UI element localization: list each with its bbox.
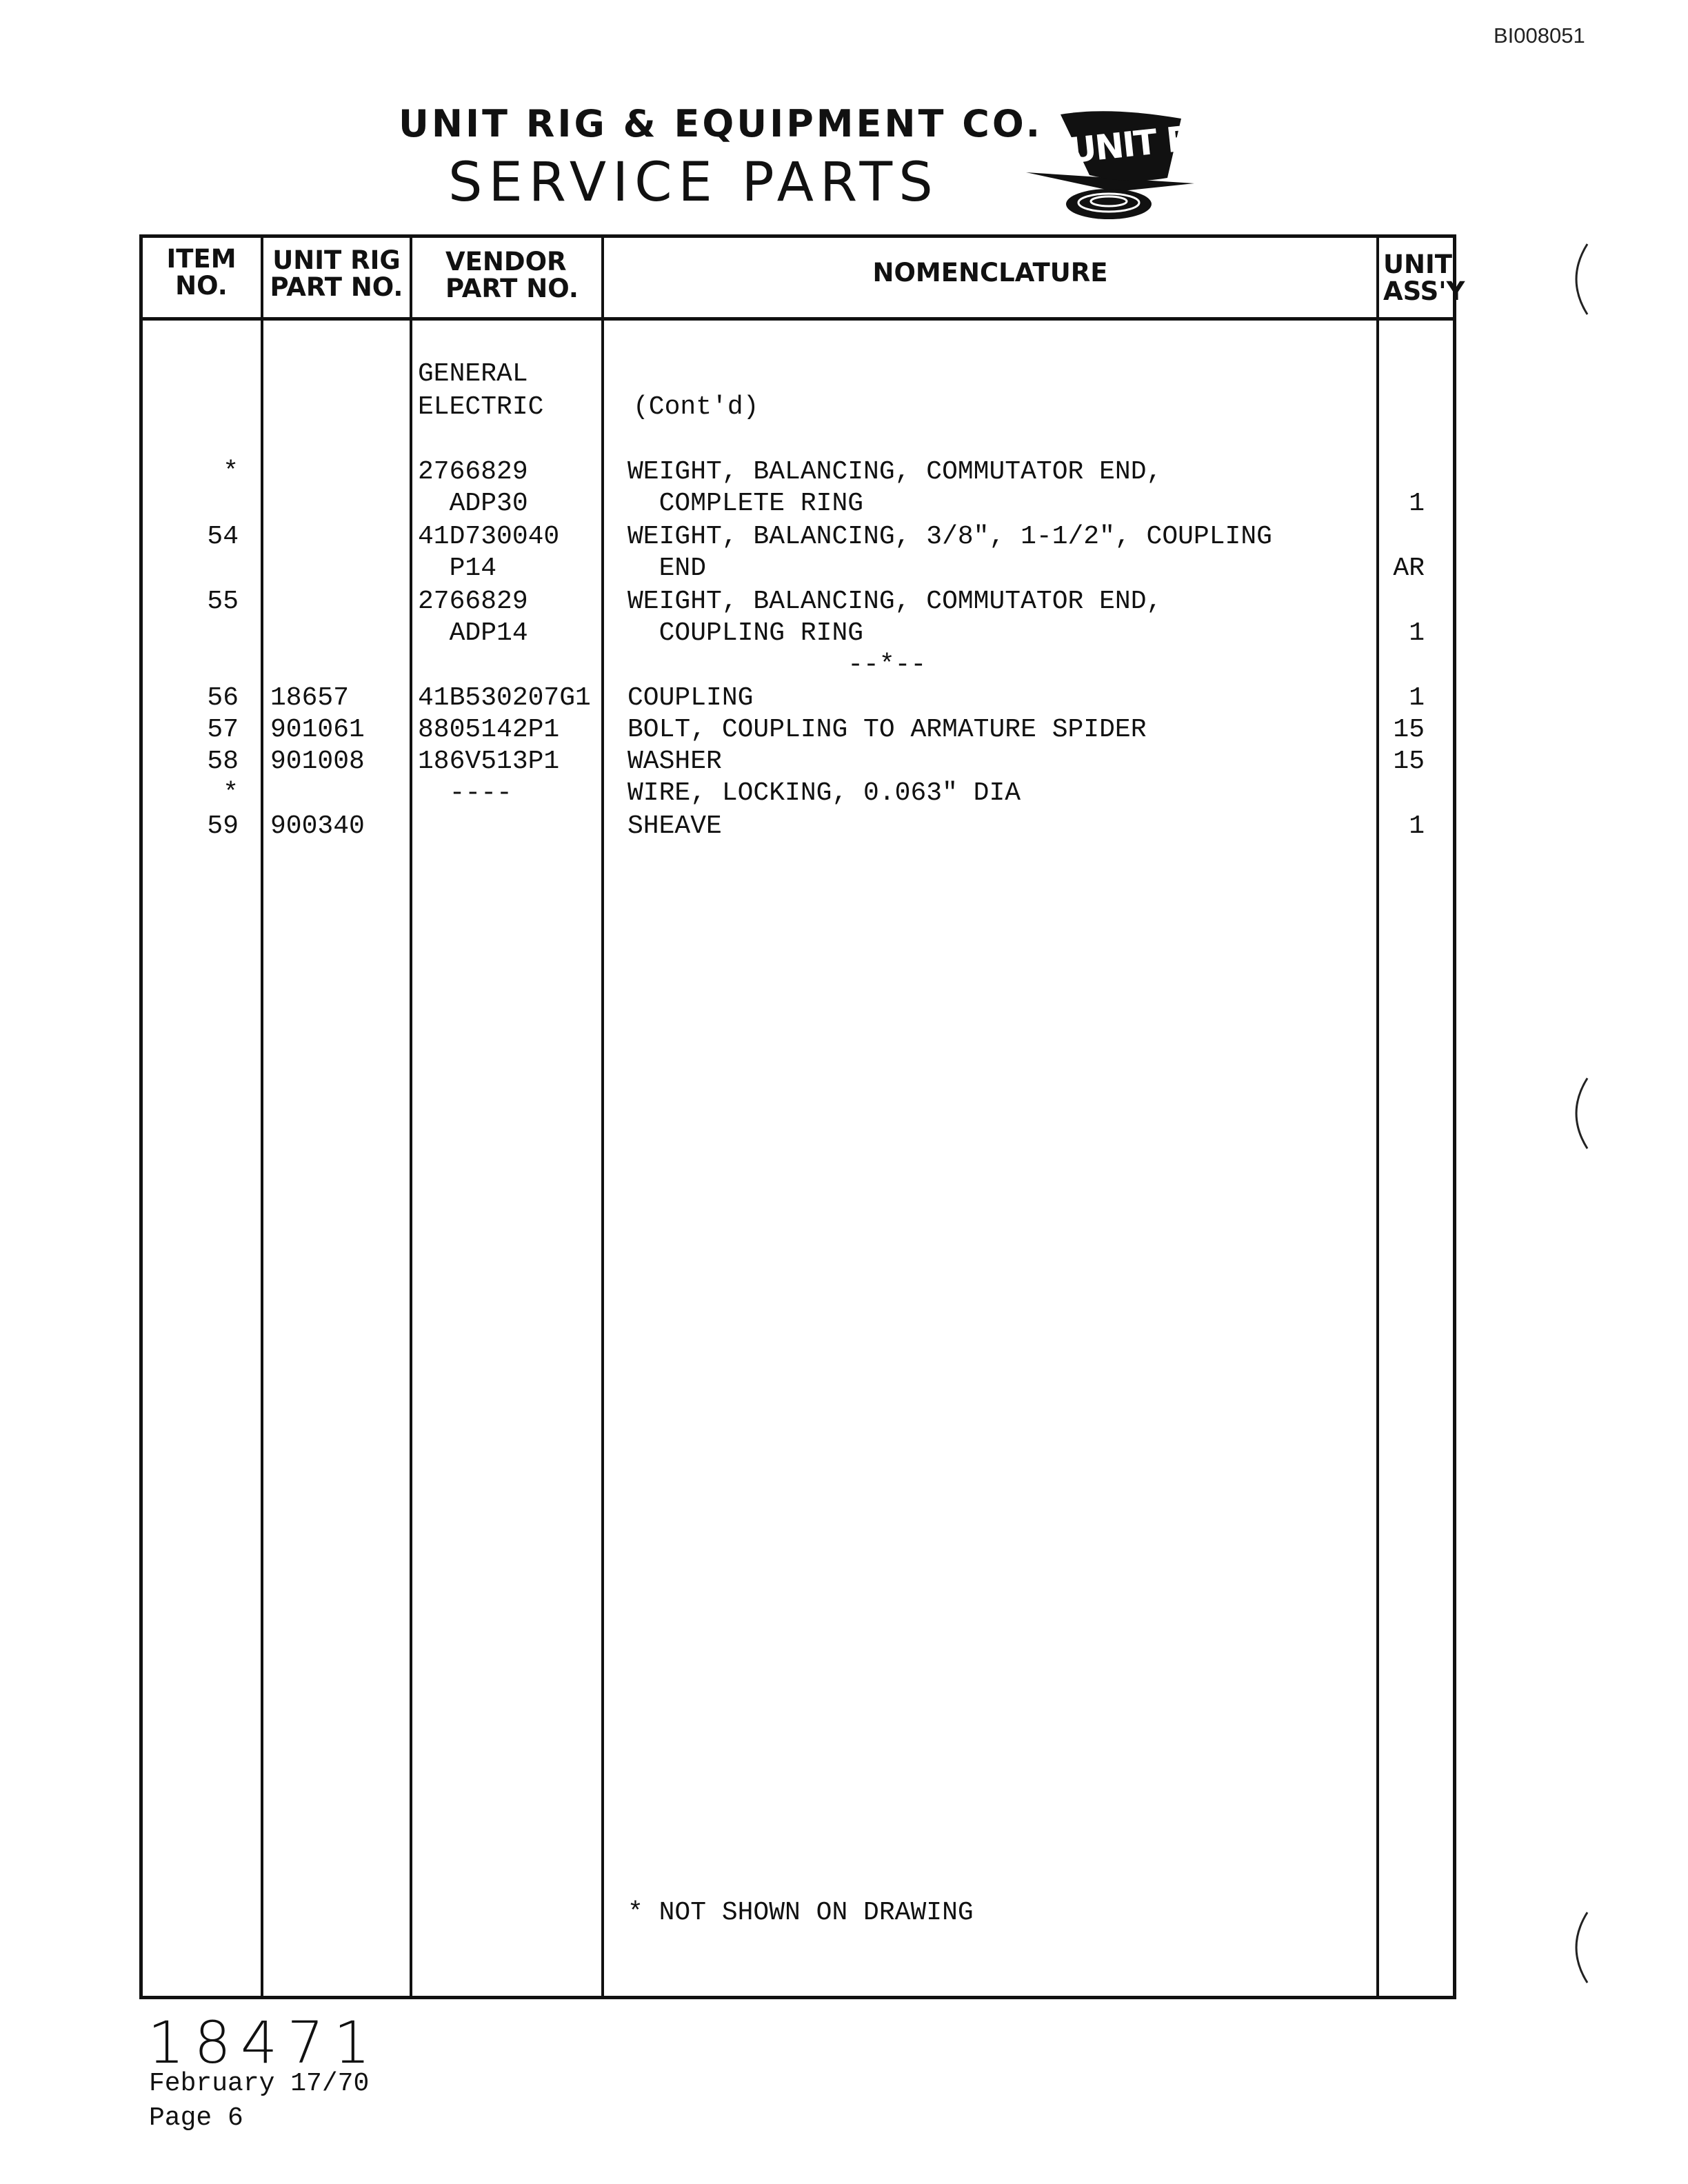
column-header-vendor-part: VENDOR PART NO. [445, 247, 579, 303]
vendor-heading-line-2: ELECTRIC [418, 392, 544, 422]
row-qty: 1 [1409, 683, 1425, 713]
row-item: * [223, 778, 239, 808]
row-item: 56 [207, 683, 239, 713]
column-header-unit-assy: UNIT ASS'Y [1383, 250, 1465, 306]
row-desc: BOLT, COUPLING TO ARMATURE SPIDER [627, 715, 1147, 745]
row-item: 55 [207, 587, 239, 616]
row-desc: WEIGHT, BALANCING, COMMUTATOR END, [627, 587, 1163, 616]
row-qty: 1 [1409, 489, 1425, 518]
row-desc: WEIGHT, BALANCING, COMMUTATOR END, [627, 457, 1163, 487]
row-qty: AR [1393, 554, 1425, 583]
row-item: 54 [207, 522, 239, 552]
row-vendor: ADP30 [418, 489, 528, 518]
column-divider [410, 234, 412, 1999]
row-qty: 1 [1409, 618, 1425, 648]
unit-rig-logo [1026, 109, 1232, 223]
row-desc: SHEAVE [627, 811, 722, 841]
page-number: Page 6 [149, 2103, 243, 2133]
company-name: UNIT RIG & EQUIPMENT CO. [399, 102, 1043, 145]
row-vendor: ADP14 [418, 618, 528, 648]
binder-hole-icon [1564, 241, 1591, 317]
footnote: * NOT SHOWN ON DRAWING [627, 1898, 974, 1928]
row-qty: 15 [1393, 747, 1425, 776]
binder-hole-icon [1564, 1910, 1591, 1985]
row-vendor: 8805142P1 [418, 715, 560, 745]
row-vendor: P14 [418, 554, 497, 583]
row-unit-rig: 901061 [270, 715, 365, 745]
row-vendor: 186V513P1 [418, 747, 560, 776]
row-item: 57 [207, 715, 239, 745]
column-divider [261, 234, 263, 1999]
row-unit-rig: 901008 [270, 747, 365, 776]
row-item: 59 [207, 811, 239, 841]
logo-text: UNIT RIG [1066, 114, 1232, 171]
row-desc: WASHER [627, 747, 722, 776]
row-vendor: 41D730040 [418, 522, 560, 552]
row-desc: COMPLETE RING [627, 489, 864, 518]
row-vendor: 2766829 [418, 587, 528, 616]
vendor-heading-line-1: GENERAL [418, 359, 528, 389]
row-desc: WIRE, LOCKING, 0.063" DIA [627, 778, 1021, 808]
document-id: BI008051 [1494, 23, 1585, 48]
page-title: SERVICE PARTS [448, 152, 939, 214]
row-qty: 1 [1409, 811, 1425, 841]
row-desc: WEIGHT, BALANCING, 3/8", 1-1/2", COUPLING [627, 522, 1272, 552]
column-header-item: ITEM NO. [166, 244, 237, 301]
row-vendor: ---- [418, 778, 512, 808]
row-unit-rig: 900340 [270, 811, 365, 841]
row-vendor: 2766829 [418, 457, 528, 487]
row-qty: 15 [1393, 715, 1425, 745]
row-desc: COUPLING [627, 683, 754, 713]
column-header-nomenclature: NOMENCLATURE [872, 258, 1108, 287]
row-desc: --*-- [627, 650, 927, 680]
continued-label: (Cont'd) [633, 392, 759, 422]
document-number: 18471 [148, 2009, 381, 2076]
row-item: 58 [207, 747, 239, 776]
row-item: * [223, 457, 239, 487]
document-date: February 17/70 [149, 2069, 370, 2099]
column-divider [601, 234, 604, 1999]
binder-hole-icon [1564, 1075, 1591, 1151]
header-divider [139, 317, 1456, 321]
row-vendor: 41B530207G1 [418, 683, 591, 713]
row-unit-rig: 18657 [270, 683, 350, 713]
column-header-unit-rig-part: UNIT RIG PART NO. [270, 245, 403, 302]
row-desc: END [627, 554, 707, 583]
row-desc: COUPLING RING [627, 618, 864, 648]
